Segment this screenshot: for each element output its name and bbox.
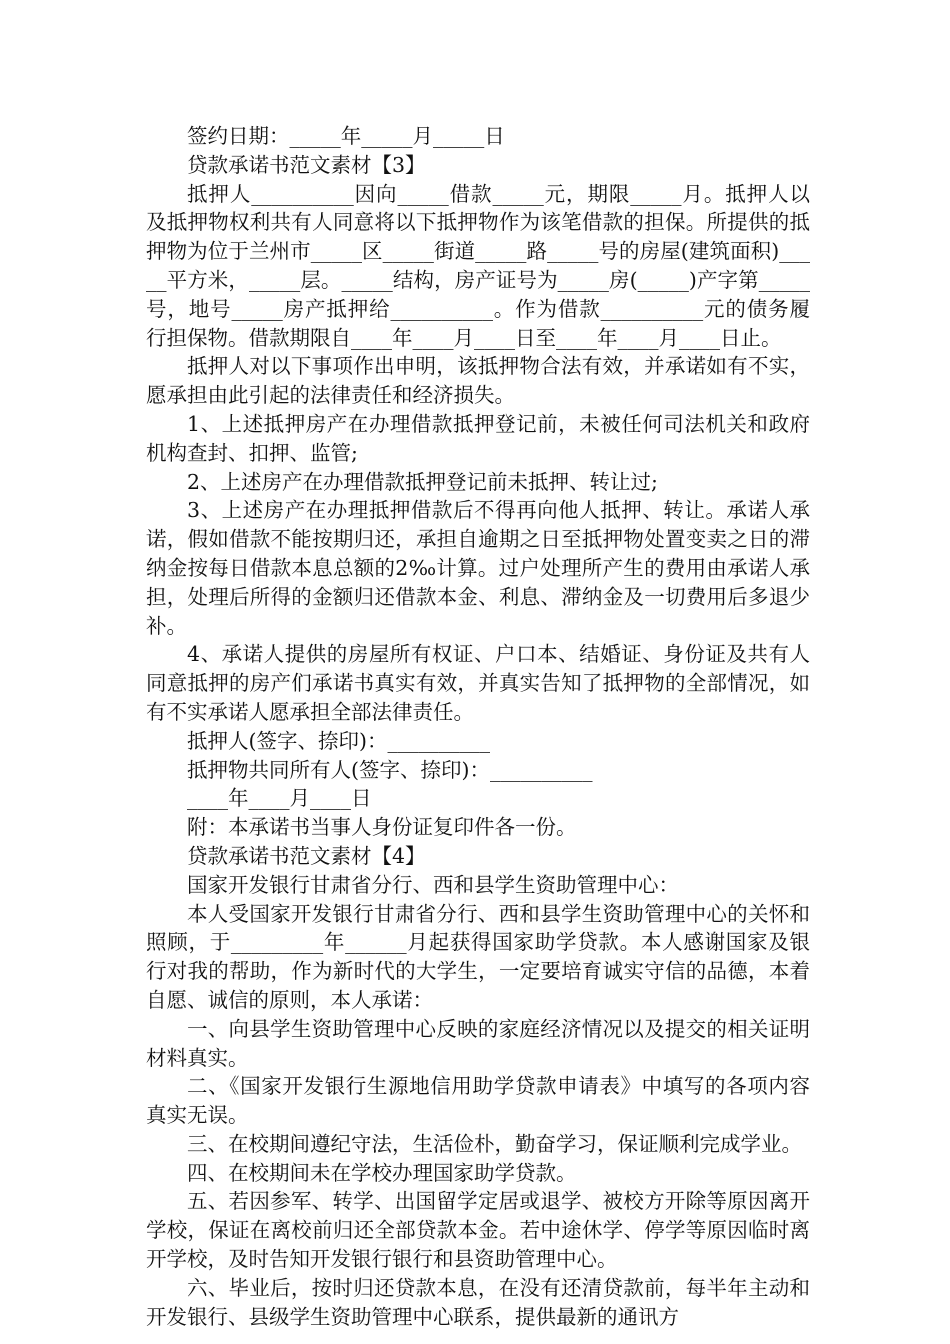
clause-3: 3、上述房产在办理抵押借款后不得再向他人抵押、转让。承诺人承诺，假如借款不能按期归还，承担自逾期之日至抵押物处置变卖之日的滞纳金按每日借款本息总额的2‰计算。过户处理所产生的费用由承诺人承担，处理后所得的金额归还借款本金、利息、滞纳金及一切费用后多退少补。 [146, 498, 810, 638]
promise-4: 四、在校期间未在学校办理国家助学贷款。 [187, 1160, 577, 1185]
clause-1: 1、上述抵押房产在办理借款抵押登记前，未被任何司法机关和政府机构查封、扣押、监管; [146, 411, 810, 465]
paragraph-mortgage-details: 抵押人__________因向_____借款_____元，期限_____月。抵押人以及抵押物权利共有人同意将以下抵押物作为该笔借款的担保。所提供的抵押物为位于兰州市_____区_____街道_____路_____号的房屋(建筑面积)_____平方米，_____层。_____结构，房产证号为_____房(_____)产字第_____号，地号_____房产抵押给__________。作为借款__________元的债务履行担保物。借款期限自____年____月____日至____年____月____日止。 [146, 181, 810, 350]
promise-1: 一、向县学生资助管理中心反映的家庭经济情况以及提交的相关证明材料真实。 [146, 1016, 810, 1070]
promise-2: 二、《国家开发银行生源地信用助学贷款申请表》中填写的各项内容真实无误。 [146, 1074, 810, 1128]
promise-5: 五、若因参军、转学、出国留学定居或退学、被校方开除等原因离开学校，保证在离校前归还全部贷款本金。若中途休学、停学等原因临时离开学校，及时告知开发银行银行和县资助管理中心。 [146, 1189, 810, 1272]
promise-6: 六、毕业后，按时归还贷款本息，在没有还清贷款前，每半年主动和开发银行、县级学生资助管理中心联系，提供最新的通讯方 [146, 1275, 810, 1329]
clause-2: 2、上述房产在办理借款抵押登记前未抵押、转让过; [187, 469, 658, 494]
section-heading-3: 贷款承诺书范文素材【3】 [187, 152, 426, 177]
signing-date-line: 签约日期：_____年_____月_____日 [187, 124, 505, 148]
section-heading-4: 贷款承诺书范文素材【4】 [187, 843, 426, 868]
co-owner-signature-line: 抵押物共同所有人(签字、捺印)：__________ [187, 757, 593, 782]
paragraph-mortgagor-declaration: 抵押人对以下事项作出申明，该抵押物合法有效，并承诺如有不实，愿承担由此引起的法律责任和经济损失。 [146, 354, 810, 408]
mortgagor-signature-line: 抵押人(签字、捺印)：__________ [187, 728, 490, 753]
date-line: ____年____月____日 [187, 786, 372, 811]
addressee-line: 国家开发银行甘肃省分行、西和县学生资助管理中心： [187, 872, 679, 897]
paragraph-intro: 本人受国家开发银行甘肃省分行、西和县学生资助管理中心的关怀和照顾，于_________年______月起获得国家助学贷款。本人感谢国家及银行对我的帮助，作为新时代的大学生，一定要培育诚实守信的品德，本着自愿、诚信的原则，本人承诺： [146, 901, 810, 1012]
clause-4: 4、承诺人提供的房屋所有权证、户口本、结婚证、身份证及共有人同意抵押的房产们承诺书真实有效，并真实告知了抵押物的全部情况，如有不实承诺人愿承担全部法律责任。 [146, 642, 810, 724]
document-body [146, 122, 810, 1331]
attachment-note: 附：本承诺书当事人身份证复印件各一份。 [187, 815, 577, 840]
promise-3: 三、在校期间遵纪守法，生活俭朴，勤奋学习，保证顺利完成学业。 [187, 1131, 802, 1156]
